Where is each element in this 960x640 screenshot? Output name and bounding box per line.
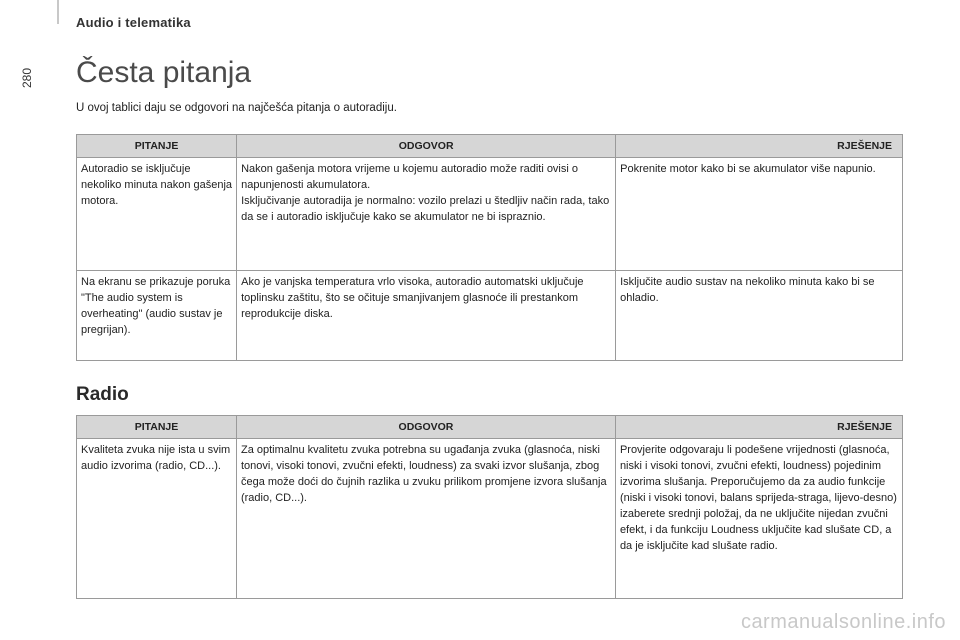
- cell-solution: Provjerite odgovaraju li podešene vrijednosti (glasnoća, niski i visoki tonovi, zvučni efekti, loudness) pojedinim izvorima slušanja. Preporučujemo da za audio funkcije (niski i visoki tonovi, balans sprijeda-straga, lijevo-desno) izaberete srednji položaj, da ne uključite nijedan zvučni efekt, i da funkciju Loudness uključite kad slušate CD, a da je isključite kad slušate radio.: [615, 439, 902, 599]
- cell-answer: Za optimalnu kvalitetu zvuka potrebna su ugađanja zvuka (glasnoća, niski tonovi, visoki tonovi, zvučni efekti, loudness) za svaki izvor slušanja, zbog čega može doći do čujnih razlika u zvuku prilikom promjene izvora slušanja (radio, CD...).: [236, 439, 615, 599]
- header-solution: RJEŠENJE: [615, 416, 902, 439]
- cell-question: Kvaliteta zvuka nije ista u svim audio izvorima (radio, CD...).: [77, 439, 237, 599]
- header-solution: RJEŠENJE: [616, 135, 903, 158]
- answer-paragraph: Nakon gašenja motora vrijeme u kojemu autoradio može raditi ovisi o napunjenosti akumulatora. Isključivanje autoradija je normalno: vozilo prelazi u štedljiv način rada, tako da se i autoradio isključuje kako se akumulator ne bi ispraznio.: [241, 163, 610, 223]
- radio-table: [76, 415, 903, 599]
- section-header: Audio i telematika: [76, 15, 191, 30]
- page-number: 280: [20, 67, 34, 88]
- radio-section-title: Radio: [76, 384, 129, 405]
- cell-answer: Ako je vanjska temperatura vrlo visoka, autoradio automatski uključuje toplinsku zaštitu, što se očituje smanjivanjem glasnoće ili prestankom reprodukcije diska.: [237, 271, 616, 361]
- side-bar: [57, 0, 59, 24]
- table-row: [77, 439, 903, 599]
- table-row: [77, 271, 903, 361]
- cell-question: Na ekranu se prikazuje poruka "The audio system is overheating" (audio sustav je pregrijan).: [77, 271, 237, 361]
- page-title: Česta pitanja: [76, 56, 252, 89]
- cell-answer: [237, 158, 616, 271]
- cell-solution: Pokrenite motor kako bi se akumulator više napunio.: [616, 158, 903, 271]
- table-header-row: [77, 416, 903, 439]
- watermark: carmanualsonline.info: [740, 611, 946, 633]
- table-header-row: [77, 135, 903, 158]
- cell-question: Autoradio se isključuje nekoliko minuta nakon gašenja motora.: [77, 158, 237, 271]
- faq-table: [76, 134, 903, 361]
- intro-text: U ovoj tablici daju se odgovori na najčešća pitanja o autoradiju.: [76, 102, 397, 114]
- table-row: [77, 158, 903, 271]
- header-answer: ODGOVOR: [236, 416, 615, 439]
- cell-solution: Isključite audio sustav na nekoliko minuta kako bi se ohladio.: [616, 271, 903, 361]
- header-question: PITANJE: [77, 135, 237, 158]
- header-question: PITANJE: [77, 416, 237, 439]
- header-answer: ODGOVOR: [237, 135, 616, 158]
